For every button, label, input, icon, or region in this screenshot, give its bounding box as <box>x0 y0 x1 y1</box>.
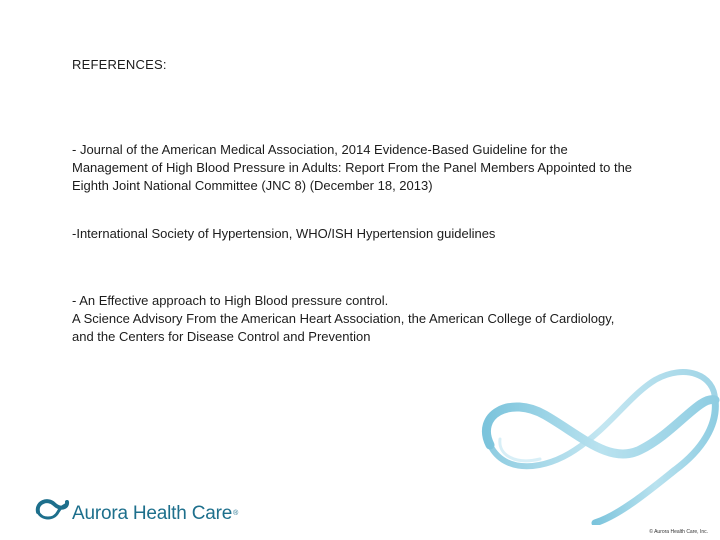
reference-line: - An Effective approach to High Blood pressure control. <box>72 293 389 308</box>
reference-item <box>72 141 692 195</box>
copyright-notice: © Aurora Health Care, Inc. <box>649 529 708 535</box>
registered-mark: ® <box>233 510 239 517</box>
reference-item <box>72 292 692 346</box>
reference-line: -International Society of Hypertension, WHO/ISH Hypertension guidelines <box>72 226 496 241</box>
logo-text <box>72 503 238 525</box>
reference-line: Management of High Blood Pressure in Adults: Report From the Panel Members Appointed to the <box>72 160 633 175</box>
reference-line: A Science Advisory From the American Heart Association, the American College of Cardiology, <box>72 311 615 326</box>
reference-line: and the Centers for Disease Control and Prevention <box>72 329 371 344</box>
reference-line: Eighth Joint National Committee (JNC 8) (December 18, 2013) <box>72 178 433 193</box>
reference-item <box>72 225 692 243</box>
infinity-ribbon-icon <box>470 355 720 525</box>
references-heading: REFERENCES: <box>72 57 167 72</box>
logo-name: Aurora Health Care <box>72 503 233 524</box>
aurora-logo-mark-icon <box>34 490 70 526</box>
reference-line: - Journal of the American Medical Association, 2014 Evidence-Based Guideline for the <box>72 142 568 157</box>
aurora-logo <box>34 490 238 526</box>
